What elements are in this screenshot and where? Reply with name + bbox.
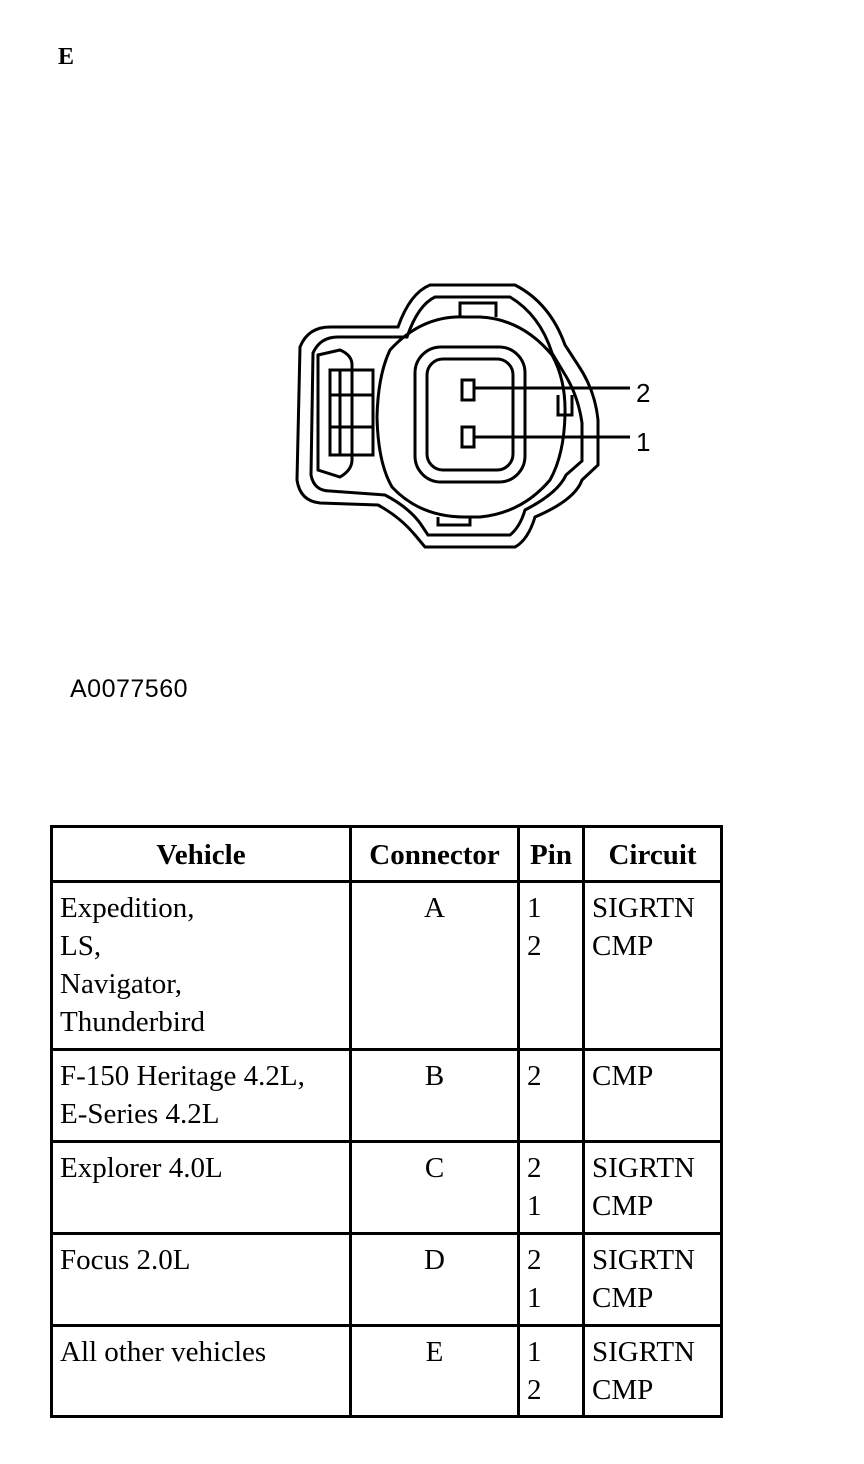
connector-cell: A [351,882,519,1050]
circuit-value: CMP [592,930,654,962]
connector-face-diagram [260,255,680,575]
table-header-row [52,827,722,882]
connector-cell: B [351,1050,519,1142]
circuit-value: CMP [592,1190,654,1222]
pin-cell [519,1234,584,1326]
pin-cavity-inner [427,359,513,470]
vehicle-line: Expedition, [60,892,195,924]
circuit-cell [584,1050,722,1142]
pin-chart-table [50,825,723,1418]
table-row [52,1050,722,1142]
pin-value: 2 [527,1374,542,1406]
pin-value: 2 [527,1152,542,1184]
pin-value: 2 [527,1060,542,1092]
pin-cell [519,882,584,1050]
vehicle-cell [52,1234,351,1326]
header-circuit: Circuit [584,827,722,882]
vehicle-cell [52,1326,351,1417]
pin-value: 1 [527,1282,542,1314]
connector-cell: D [351,1234,519,1326]
pin-value: 1 [527,892,542,924]
circuit-cell [584,1234,722,1326]
pin-cell [519,1142,584,1234]
vehicle-line: Focus 2.0L [60,1244,191,1276]
pin-value: 2 [527,1244,542,1276]
vehicle-cell [52,882,351,1050]
vehicle-line: Navigator, [60,968,183,1000]
pin-cell [519,1326,584,1417]
pin-cell [519,1050,584,1142]
vehicle-cell [52,1050,351,1142]
pin-value: 1 [527,1190,542,1222]
table-row [52,1234,722,1326]
pin-2-terminal [462,380,474,400]
circuit-cell [584,1142,722,1234]
vehicle-line: All other vehicles [60,1336,267,1368]
header-connector: Connector [351,827,519,882]
drawing-id: A0077560 [70,675,189,703]
header-vehicle: Vehicle [52,827,351,882]
circuit-value: CMP [592,1060,654,1092]
circuit-value: SIGRTN [592,892,695,924]
circuit-value: SIGRTN [592,1336,695,1368]
vehicle-line: LS, [60,930,102,962]
top-key [460,303,496,317]
circuit-value: CMP [592,1282,654,1314]
header-pin: Pin [519,827,584,882]
vehicle-line: E-Series 4.2L [60,1098,220,1130]
table-row [52,882,722,1050]
pin-cavity-outer [415,347,525,482]
connector-cell: E [351,1326,519,1417]
circuit-cell [584,1326,722,1417]
vehicle-line: Thunderbird [60,1006,205,1038]
vehicle-line: F-150 Heritage 4.2L, [60,1060,305,1092]
connector-cell: C [351,1142,519,1234]
pin-1-label: 1 [636,427,651,457]
connector-outer-housing [297,285,598,547]
view-letter-label: E [58,44,75,70]
pin-value: 1 [527,1336,542,1368]
table-row [52,1326,722,1417]
circuit-value: SIGRTN [592,1244,695,1276]
circuit-value: CMP [592,1374,654,1406]
table-row [52,1142,722,1234]
pin-2-label: 2 [636,378,651,408]
pin-1-terminal [462,427,474,447]
pin-value: 2 [527,930,542,962]
vehicle-cell [52,1142,351,1234]
vehicle-line: Explorer 4.0L [60,1152,223,1184]
circuit-value: SIGRTN [592,1152,695,1184]
circuit-cell [584,882,722,1050]
